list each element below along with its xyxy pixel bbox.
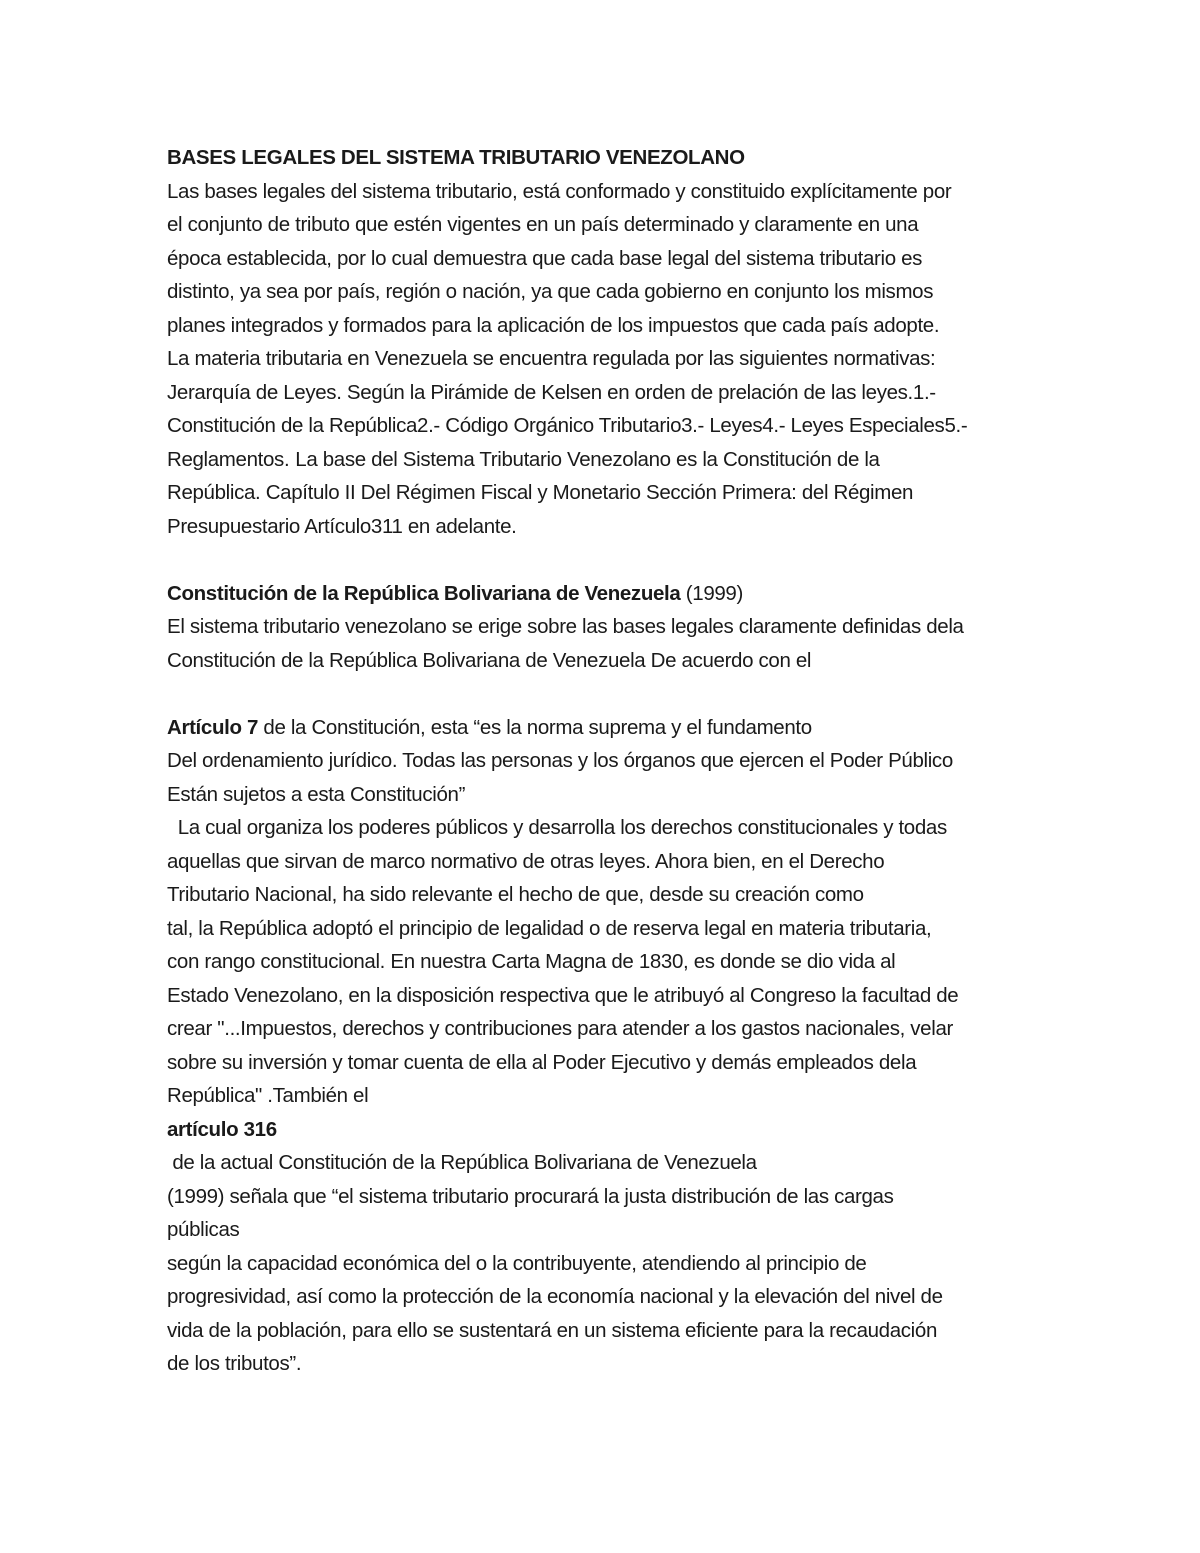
paragraph-line: sobre su inversión y tomar cuenta de ella al Poder Ejecutivo y demás empleados dela [167, 1050, 917, 1074]
paragraph-line: de los tributos”. [167, 1352, 302, 1375]
paragraph-line: crear "...Impuestos, derechos y contribuciones para atender a los gastos nacionales, velar [167, 1017, 953, 1040]
article-7-label: Artículo 7 [167, 715, 259, 739]
paragraph-line: Presupuestario Artículo311 en adelante. [167, 514, 517, 538]
paragraph-line: época establecida, por lo cual demuestra que cada base legal del sistema tributario es [167, 246, 923, 270]
document-title: BASES LEGALES DEL SISTEMA TRIBUTARIO VENEZOLANO [167, 146, 745, 169]
paragraph-spacer [167, 677, 1047, 711]
section-heading-year: (1999) [680, 581, 743, 605]
paragraph-line: Constitución de la República Bolivariana de Venezuela De acuerdo con el [167, 648, 812, 672]
base-sentence-text: La base del Sistema Tributario Venezolano es la Constitución de la [295, 447, 880, 471]
paragraph-line: (1999) señala que “el sistema tributario procurará la justa distribución de las cargas [167, 1184, 894, 1208]
paragraph-line: planes integrados y formados para la aplicación de los impuestos que cada país adopte. [167, 313, 940, 337]
paragraph-line [167, 711, 1047, 745]
paragraph-line: progresividad, así como la protección de la economía nacional y la elevación del nivel de [167, 1285, 943, 1308]
paragraph-line: vida de la población, para ello se sustentará en un sistema eficiente para la recaudación [167, 1318, 937, 1342]
section-heading-title: Constitución de la República Bolivariana de Venezuela [167, 581, 681, 605]
paragraph-line: República" .También el [167, 1084, 369, 1107]
paragraph-line: de la actual Constitución de la República Bolivariana de Venezuela [167, 1151, 757, 1174]
reglamentos-text: Reglamentos. [167, 447, 290, 471]
paragraph-line: Tributario Nacional, ha sido relevante el hecho de que, desde su creación como [167, 883, 864, 906]
article-7-text: de la Constitución, esta “es la norma suprema y el fundamento [258, 715, 812, 739]
paragraph-line: El sistema tributario venezolano se erige sobre las bases legales claramente definidas dela [167, 615, 964, 638]
paragraph-line: distinto, ya sea por país, región o nación, ya que cada gobierno en conjunto los mismos [167, 280, 934, 303]
paragraph-line: con rango constitucional. En nuestra Carta Magna de 1830, es donde se dio vida al [167, 950, 896, 973]
paragraph-line: según la capacidad económica del o la contribuyente, atendiendo al principio de [167, 1251, 867, 1275]
paragraph-line: el conjunto de tributo que estén vigentes en un país determinado y claramente en una [167, 213, 919, 236]
paragraph-line: La cual organiza los poderes públicos y desarrolla los derechos constitucionales y todas [167, 816, 947, 839]
paragraph-line: Las bases legales del sistema tributario, está conformado y constituido explícitamente por [167, 179, 952, 203]
paragraph-line: La materia tributaria en Venezuela se encuentra regulada por las siguientes normativas: [167, 347, 936, 370]
paragraph-line [167, 443, 1047, 477]
paragraph-line: República. Capítulo II Del Régimen Fiscal y Monetario Sección Primera: del Régimen [167, 481, 914, 504]
paragraph-line: Estado Venezolano, en la disposición respectiva que le atribuyó al Congreso la facultad de [167, 983, 959, 1007]
paragraph-line: Constitución de la República2.- Código Orgánico Tributario3.- Leyes4.- Leyes Especiales5.- [167, 414, 968, 437]
paragraph-line: Jerarquía de Leyes. Según la Pirámide de Kelsen en orden de prelación de las leyes.1.- [167, 380, 936, 404]
article-316-label: artículo 316 [167, 1117, 277, 1141]
paragraph-line: Están sujetos a esta Constitución” [167, 782, 466, 806]
paragraph-line: aquellas que sirvan de marco normativo de otras leyes. Ahora bien, en el Derecho [167, 849, 885, 873]
paragraph-spacer [167, 543, 1047, 577]
document-page [167, 141, 1047, 1381]
paragraph-line: tal, la República adoptó el principio de legalidad o de reserva legal en materia tributaria, [167, 916, 932, 940]
paragraph-line: Del ordenamiento jurídico. Todas las personas y los órganos que ejercen el Poder Público [167, 749, 953, 772]
section-heading [167, 577, 1047, 611]
paragraph-line: públicas [167, 1218, 240, 1241]
